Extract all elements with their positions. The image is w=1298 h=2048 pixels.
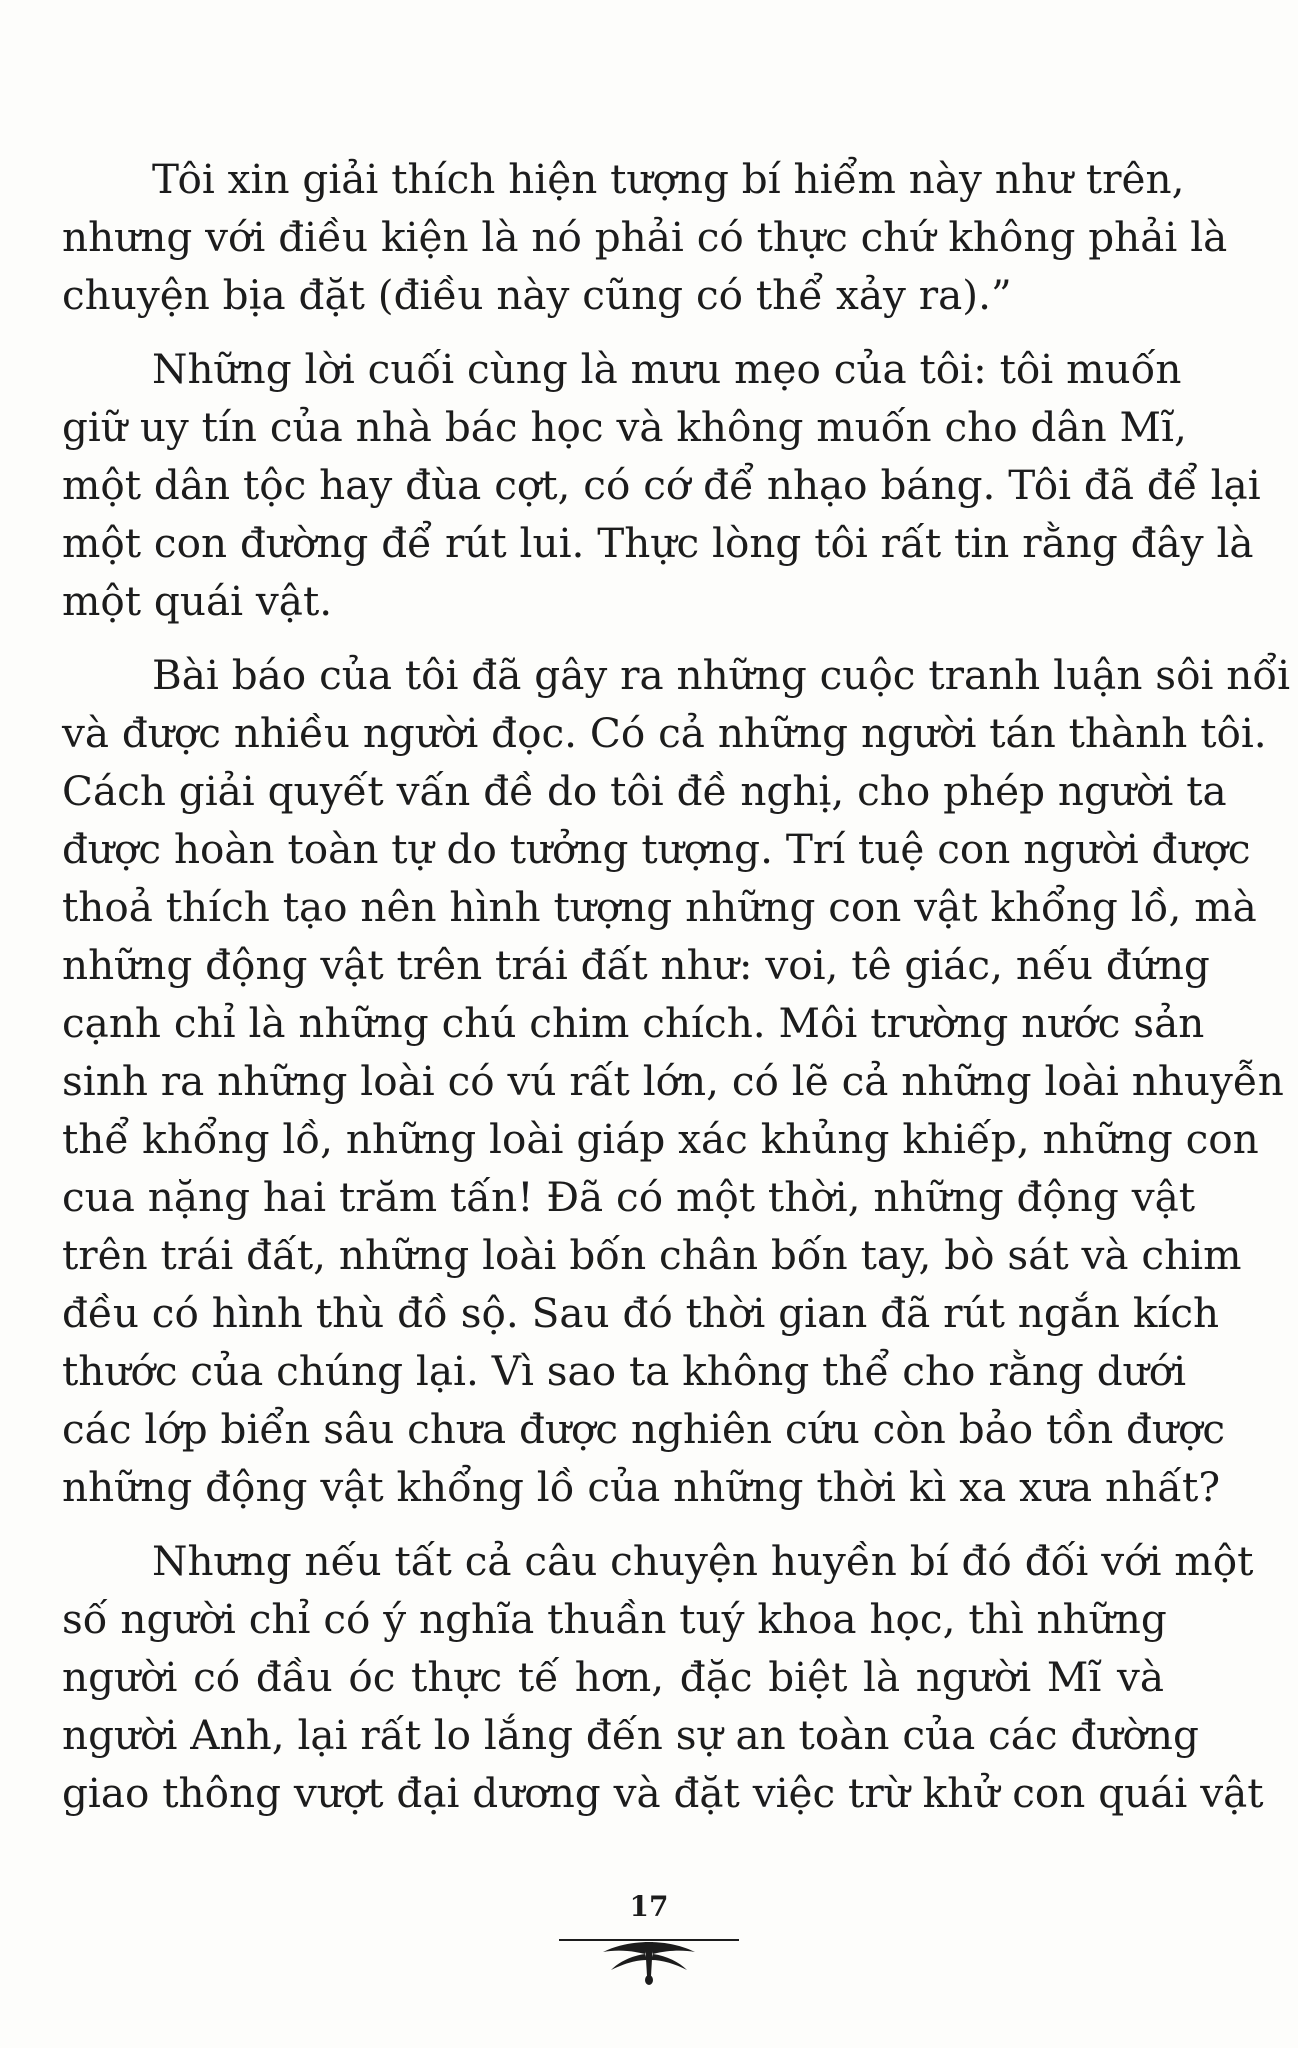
text-line: số người chỉ có ý nghĩa thuần tuý khoa học, thì những bbox=[62, 1595, 1167, 1643]
text-line: cạnh chỉ là những chú chim chích. Môi trường nước sản bbox=[62, 999, 1205, 1047]
paragraph-4 bbox=[62, 1532, 1264, 1822]
text-line: một dân tộc hay đùa cợt, có cớ để nhạo báng. Tôi đã để lại bbox=[62, 461, 1261, 509]
text-line: nhưng với điều kiện là nó phải có thực chứ không phải là bbox=[62, 213, 1228, 261]
text-line: Cách giải quyết vấn đề do tôi đề nghị, cho phép người ta bbox=[62, 767, 1227, 815]
paragraph-2 bbox=[62, 340, 1261, 630]
text-line: các lớp biển sâu chưa được nghiên cứu còn bảo tồn được bbox=[62, 1405, 1226, 1453]
text-line: người có đầu óc thực tế hơn, đặc biệt là người Mĩ và bbox=[62, 1653, 1164, 1701]
text-line: Nhưng nếu tất cả câu chuyện huyền bí đó đối với một bbox=[152, 1537, 1254, 1585]
text-line: giao thông vượt đại dương và đặt việc trừ khử con quái vật bbox=[62, 1769, 1264, 1817]
text-line: chuyện bịa đặt (điều này cũng có thể xảy ra).” bbox=[62, 271, 1012, 319]
text-line: Bài báo của tôi đã gây ra những cuộc tranh luận sôi nổi bbox=[152, 651, 1291, 699]
text-line: những động vật khổng lồ của những thời kì xa xưa nhất? bbox=[62, 1463, 1221, 1511]
text-line: sinh ra những loài có vú rất lớn, có lẽ cả những loài nhuyễn bbox=[62, 1057, 1284, 1105]
text-line: những động vật trên trái đất như: voi, tê giác, nếu đứng bbox=[62, 941, 1210, 989]
text-line: thoả thích tạo nên hình tượng những con vật khổng lồ, mà bbox=[62, 883, 1257, 931]
text-line: một con đường để rút lui. Thực lòng tôi rất tin rằng đây là bbox=[62, 519, 1254, 567]
floral-divider-icon bbox=[559, 1928, 739, 1988]
page-number: 17 bbox=[629, 1890, 669, 1923]
text-line: một quái vật. bbox=[62, 577, 333, 625]
text-line: được hoàn toàn tự do tưởng tượng. Trí tuệ con người được bbox=[62, 825, 1251, 873]
body-text bbox=[62, 150, 1291, 1822]
text-line: Những lời cuối cùng là mưu mẹo của tôi: tôi muốn bbox=[152, 345, 1182, 393]
paragraph-1 bbox=[62, 150, 1228, 324]
text-line: người Anh, lại rất lo lắng đến sự an toàn của các đường bbox=[62, 1711, 1199, 1759]
text-line: Tôi xin giải thích hiện tượng bí hiểm này như trên, bbox=[152, 155, 1185, 203]
text-line: cua nặng hai trăm tấn! Đã có một thời, những động vật bbox=[62, 1173, 1195, 1221]
text-line: thước của chúng lại. Vì sao ta không thể cho rằng dưới bbox=[62, 1347, 1187, 1395]
text-line: và được nhiều người đọc. Có cả những người tán thành tôi. bbox=[62, 709, 1267, 757]
text-line: đều có hình thù đồ sộ. Sau đó thời gian đã rút ngắn kích bbox=[62, 1289, 1220, 1337]
text-line: giữ uy tín của nhà bác học và không muốn cho dân Mĩ, bbox=[62, 403, 1187, 451]
text-line: trên trái đất, những loài bốn chân bốn tay, bò sát và chim bbox=[62, 1231, 1242, 1279]
text-line: thể khổng lồ, những loài giáp xác khủng khiếp, những con bbox=[62, 1115, 1259, 1163]
paragraph-3 bbox=[62, 646, 1291, 1516]
